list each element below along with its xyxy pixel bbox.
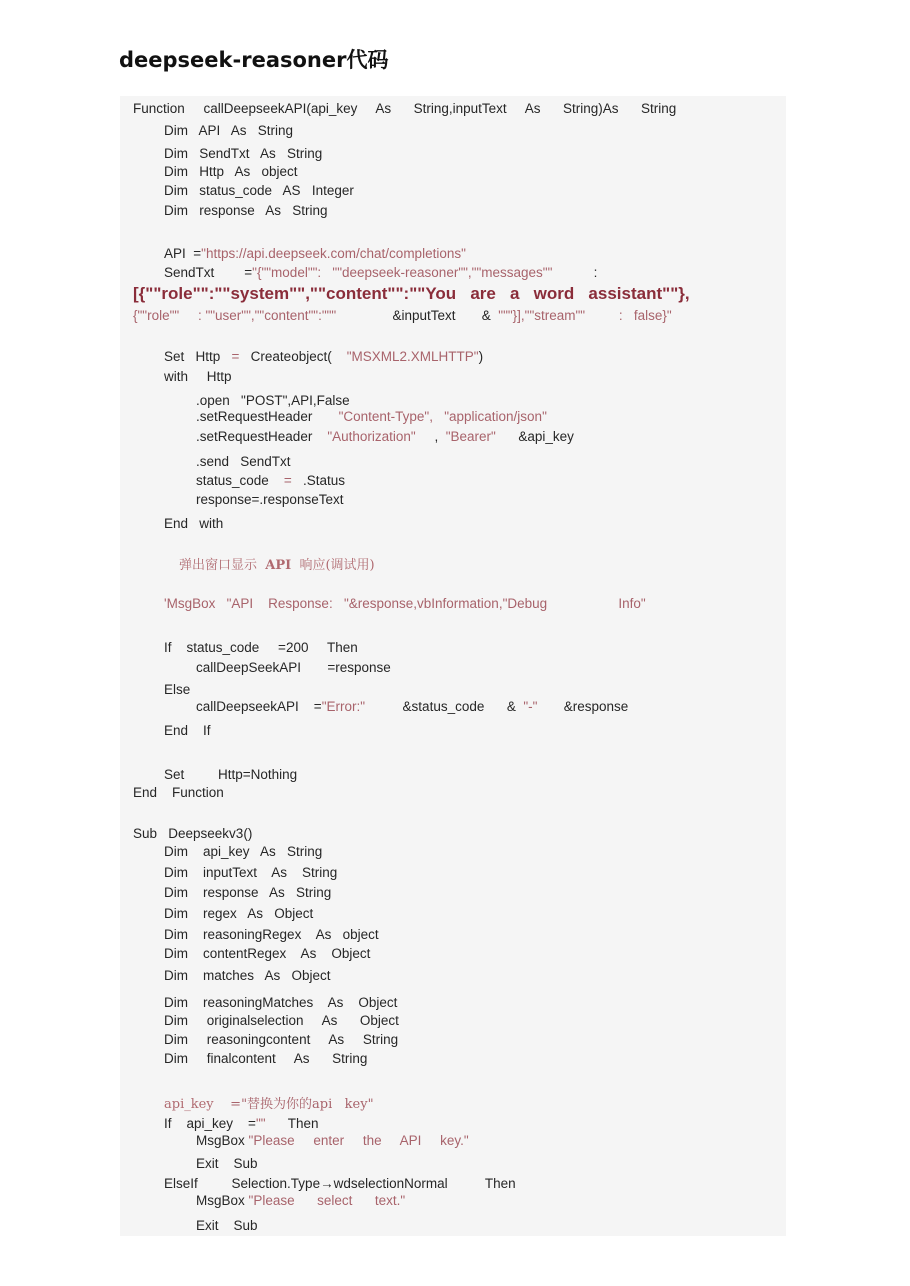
code-string: "Content-Type", "application/json" [338,409,547,424]
code-text: SendTxt = [164,265,253,280]
code-text: ) [478,349,484,364]
code-line [133,308,672,324]
code-line [164,265,597,281]
code-text: Dim regex As Object [164,906,314,921]
code-text: .open "POST",API,False [196,393,350,408]
code-text: &inputText & [336,308,499,323]
code-text: .Status [291,473,345,488]
code-text: API [265,558,292,573]
code-line [164,596,646,612]
code-block [120,96,786,1236]
code-text: callDeepseekAPI = [196,699,322,714]
code-text: Dim finalcontent As String [164,1051,368,1066]
code-comment [164,1097,374,1113]
code-line [164,946,370,962]
code-line [164,1176,516,1192]
code-text: Function callDeepseekAPI(api_key As String,inputText As String)As String [133,101,677,116]
code-text: Sub Deepseekv3() [133,826,253,841]
code-line [164,906,313,922]
code-text: [{""role"":""system"",""content"":""You are a word assistant""}, [133,284,690,303]
code-line [196,429,574,445]
code-string: ="替换为你的api key" [213,1097,374,1112]
code-string: "Bearer" [445,429,496,444]
code-text: 响应(调试用) [291,558,375,573]
code-text: Dim reasoningRegex As object [164,927,379,942]
code-string: "{""model"": ""deepseek-reasoner"",""messages"" [252,265,553,280]
code-string: "-" [523,699,538,714]
code-line [164,767,297,783]
code-line [196,473,345,489]
code-text: Dim inputText As String [164,865,338,880]
code-line [164,1116,319,1132]
code-string: "Please select text." [248,1193,406,1208]
code-text: Createobject( [239,349,347,364]
code-line [164,516,223,532]
code-string: "MSXML2.XMLHTTP" [346,349,479,364]
code-text: &status_code & [365,699,524,714]
code-string: "" [255,1116,266,1131]
code-string: "Please enter the API key." [248,1133,469,1148]
code-text: Then [265,1116,319,1131]
code-line [164,183,354,199]
code-text: Set Http=Nothing [164,767,298,782]
code-line [164,968,331,984]
code-line [196,492,343,508]
code-text: &response [537,699,629,714]
code-line [164,723,211,739]
code-text: .setRequestHeader [196,409,339,424]
code-line [196,699,628,715]
code-text: 弹出窗口显示 [179,558,266,573]
code-text: Dim response As String [164,203,328,218]
code-line [133,785,224,801]
code-line [164,844,322,860]
code-text: Dim matches As Object [164,968,331,983]
code-line [164,1051,367,1067]
code-text: Dim reasoningcontent As String [164,1032,399,1047]
code-text: Dim API As String [164,123,294,138]
code-line [164,865,337,881]
code-string: = [283,473,292,488]
code-text: If api_key = [164,1116,256,1131]
code-line [196,393,350,409]
code-text: Dim response As String [164,885,332,900]
code-line [196,409,547,425]
code-text: Dim status_code AS Integer [164,183,354,198]
code-text: End If [164,723,211,738]
code-text: Dim reasoningMatches As Object [164,995,398,1010]
code-line [196,1156,258,1172]
code-string: {""role"" : ""user"",""content"":""" [133,308,337,323]
code-text: Set Http [164,349,232,364]
code-line [164,123,293,139]
code-string: 'MsgBox "API Response: "&response,vbInformation,"Debug Info" [164,596,646,611]
code-text: If status_code =200 Then [164,640,358,655]
code-text: api_key [164,1097,214,1112]
code-text: API = [164,246,202,261]
document-title: deepseek-reasoner代码 [119,48,389,72]
code-line [164,682,190,698]
code-line [133,284,690,304]
code-text: End with [164,516,224,531]
code-line [164,1013,399,1029]
code-text: End Function [133,785,224,800]
code-text: status_code [196,473,284,488]
code-line [164,203,328,219]
code-line [164,885,331,901]
code-text: MsgBox [196,1133,249,1148]
code-line [164,369,232,385]
code-text: response=.responseText [196,492,344,507]
code-text: Else [164,682,191,697]
code-string: """}],""stream"" : false}" [498,308,672,323]
code-line [164,146,322,162]
code-line [196,1218,258,1234]
code-text: Dim originalselection As Object [164,1013,399,1028]
code-line [133,826,252,842]
code-string: "https://api.deepseek.com/chat/completions" [201,246,466,261]
code-text: with Http [164,369,232,384]
code-string: = [231,349,240,364]
code-text: Dim Http As object [164,164,298,179]
code-line [196,1193,405,1209]
code-text: .send SendTxt [196,454,291,469]
code-string: "Error:" [321,699,366,714]
code-line [164,927,379,943]
code-text: : [552,265,598,280]
code-line [196,660,391,676]
code-line [164,1032,398,1048]
code-text: callDeepSeekAPI =response [196,660,391,675]
code-line [164,349,483,365]
code-text: Dim api_key As String [164,844,323,859]
code-text: Dim SendTxt As String [164,146,323,161]
code-string: "Authorization" [327,429,416,444]
code-text: Exit Sub [196,1156,258,1171]
code-comment [179,558,375,574]
code-text: Dim contentRegex As Object [164,946,371,961]
code-text: ElseIf Selection.Type→wdselectionNormal Then [164,1176,516,1191]
code-line [164,246,466,262]
code-line [164,164,298,180]
code-text: .setRequestHeader [196,429,328,444]
code-text: , [415,429,446,444]
code-text: MsgBox [196,1193,249,1208]
code-text: &api_key [495,429,574,444]
code-line [164,995,397,1011]
code-line [196,454,291,470]
code-text: Exit Sub [196,1218,258,1233]
code-line [196,1133,469,1149]
code-line [164,640,358,656]
code-line [133,101,676,117]
